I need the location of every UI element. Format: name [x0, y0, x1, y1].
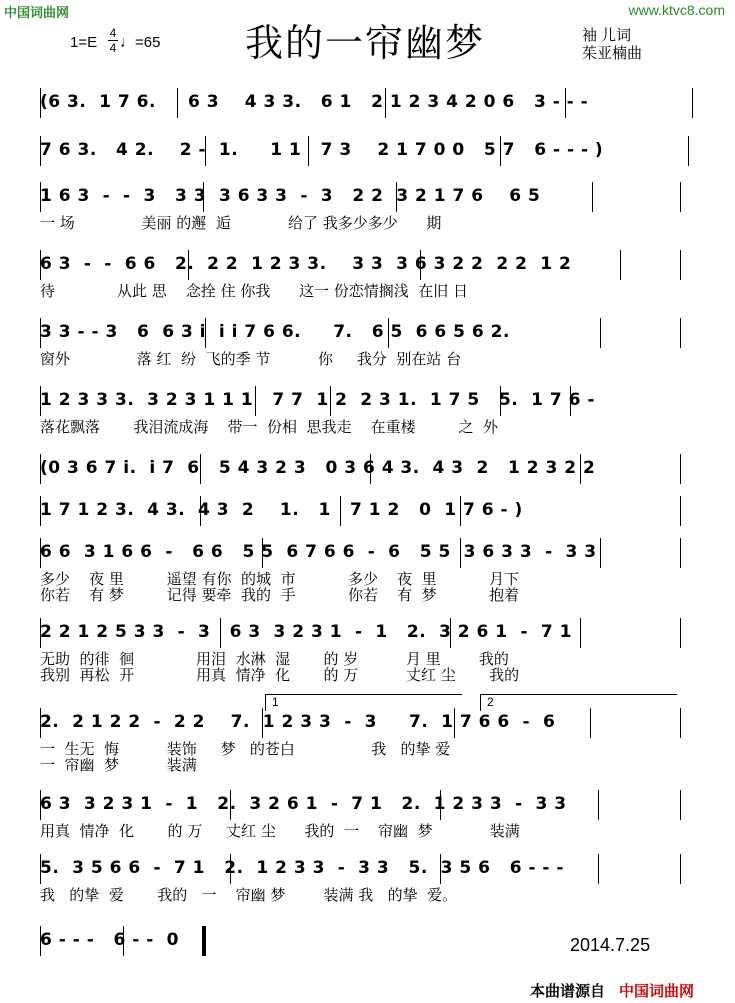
- barline: [680, 854, 681, 884]
- lyric-line: 一 生无 悔 装饰 梦 的苍白 我 的挚 爱: [40, 740, 451, 758]
- barline: [680, 790, 681, 820]
- barline: [420, 250, 421, 280]
- notation-line: 6 3 - - 6 6 2. 2 2 1 2 3 3. 3 3 3 6 3 2 2 2 2 1 2: [40, 254, 572, 274]
- barline: [40, 386, 41, 416]
- barline: [40, 182, 41, 212]
- barline: [680, 182, 681, 212]
- barline: [40, 790, 41, 820]
- notation-line: 1 7 1 2 3. 4 3. 4 3 2 1. 1 7 1 2 0 1 7 6 - ): [40, 500, 523, 520]
- barline: [680, 496, 681, 526]
- notation-line: 6 3 3 2 3 1 - 1 2. 3 2 6 1 - 7 1 2. 1 2 3 3 - 3 3: [40, 794, 567, 814]
- barline: [230, 790, 231, 820]
- watermark-right: www.ktvc8.com: [628, 2, 725, 18]
- barline: [40, 618, 41, 648]
- notation-line: 6 6 3 1 6 6 - 6 6 5 5 6 7 6 6 - 6 5 5 3 6 3 3 - 3 3: [40, 542, 597, 562]
- notation-line: 7 6 3. 4 2. 2 - 1. 1 1 7 3 2 1 7 0 0 5 7 6 - - - ): [40, 140, 604, 160]
- time-sig-top: 4: [109, 26, 117, 40]
- barline: [440, 790, 441, 820]
- barline: [680, 250, 681, 280]
- barline: [40, 538, 41, 568]
- barline: [340, 496, 341, 526]
- barline: [330, 386, 331, 416]
- barline: [255, 386, 256, 416]
- lyric-line: 窗外 落 红 纷 飞的季 节 你 我分 别在站 台: [40, 350, 462, 368]
- notation-line: (6 3. 1 7 6. 6 3 4 3 3. 6 1 2 1 2 3 4 2 0 6 3 - - -: [40, 92, 589, 112]
- lyric-line: 落花飘落 我泪流成海 带一 份相 思我走 在重楼 之 外: [40, 418, 499, 436]
- barline: [680, 318, 681, 348]
- lyric-line: 我别 再松 开 用真 情净 化 的 万 丈红 尘 我的: [40, 666, 520, 684]
- lyric-line: 一 场 美丽 的邂 逅 给了 我多少多少 期: [40, 214, 442, 232]
- barline: [40, 250, 41, 280]
- barline: [370, 454, 371, 484]
- barline: [620, 250, 621, 280]
- barline: [200, 454, 201, 484]
- barline: [40, 454, 41, 484]
- second-ending-bracket: 2: [480, 694, 677, 711]
- lyric-line: 一 帘幽 梦 装满: [40, 756, 197, 774]
- barline: [680, 708, 681, 738]
- barline: [40, 854, 41, 884]
- notation-line: 3 3 - - 3 6 6 3 i i i 7 6 6. 7. 6 5 6 6 5 6 2.: [40, 322, 510, 342]
- time-sig-bottom: 4: [109, 41, 117, 55]
- barline: [598, 790, 599, 820]
- barline: [580, 454, 581, 484]
- barline: [450, 618, 451, 648]
- barline: [680, 454, 681, 484]
- watermark-left: 中国词曲网: [4, 5, 70, 20]
- footer-site-name: 中国词曲网: [619, 983, 695, 1000]
- barline: [123, 926, 124, 956]
- final-barline: [202, 926, 206, 956]
- notation-line: (0 3 6 7 i. i 7 6 5 4 3 2 3 0 3 6 4 3. 4 3 2 1 2 3 2 2: [40, 458, 596, 478]
- barline: [200, 496, 201, 526]
- barline: [205, 318, 206, 348]
- barline: [396, 182, 397, 212]
- notation-line: 5. 3 5 6 6 - 7 1 2. 1 2 3 3 - 3 3 5. 3 5 6 6 - - -: [40, 858, 564, 878]
- barline: [600, 538, 601, 568]
- barline: [40, 496, 41, 526]
- notation-line: 1 2 3 3 3. 3 2 3 1 1 1 7 7 1 2 2 3 1. 1 7 5 5. 1 7 6 -: [40, 390, 595, 410]
- barline: [440, 854, 441, 884]
- barline: [692, 88, 693, 118]
- barline: [205, 136, 206, 166]
- barline: [500, 136, 501, 166]
- barline: [40, 136, 41, 166]
- barline: [262, 708, 263, 738]
- key-signature: 1=E: [70, 34, 98, 51]
- barline: [230, 854, 231, 884]
- barline: [40, 318, 41, 348]
- lyric-line: 待 从此 思 念拴 住 你我 这一 份恋情搁浅 在旧 日: [40, 282, 469, 300]
- barline: [188, 250, 189, 280]
- barline: [460, 538, 461, 568]
- tempo-marking: ♩=65: [120, 34, 161, 51]
- barline: [680, 538, 681, 568]
- barline: [40, 88, 41, 118]
- barline: [220, 618, 221, 648]
- footer: [530, 980, 694, 1001]
- barline: [454, 708, 455, 738]
- barline: [680, 618, 681, 648]
- notation-line: 2 2 1 2 5 3 3 - 3 6 3 3 2 3 1 - 1 2. 3 2 6 1 - 7 1: [40, 622, 572, 642]
- barline: [460, 496, 461, 526]
- barline: [598, 854, 599, 884]
- barline: [600, 318, 601, 348]
- lyric-line: 用真 情净 化 的 万 丈红 尘 我的 一 帘幽 梦 装满: [40, 822, 520, 840]
- barline: [592, 182, 593, 212]
- barline: [570, 386, 571, 416]
- notation-line: 6 - - - 6 - - 0: [40, 930, 179, 950]
- barline: [580, 618, 581, 648]
- barline: [177, 88, 178, 118]
- first-ending-bracket: 1: [265, 694, 462, 711]
- notation-line: 2. 2 1 2 2 - 2 2 7. 1 2 3 3 - 3 7. 1 7 6 6 - 6: [40, 712, 556, 732]
- song-title: 我的一帘幽梦: [245, 21, 486, 65]
- date-stamp: 2014.7.25: [570, 935, 651, 955]
- barline: [500, 386, 501, 416]
- barline: [385, 88, 386, 118]
- lyric-line: 多少 夜 里 遥望 有你 的城 市 多少 夜 里 月下: [40, 570, 520, 588]
- lyric-line: 无助 的徘 徊 用泪 水淋 湿 的 岁 月 里 我的: [40, 650, 509, 668]
- footer-source-text: 本曲谱源自: [530, 983, 606, 1000]
- barline: [203, 182, 204, 212]
- barline: [688, 136, 689, 166]
- barline: [565, 88, 566, 118]
- barline: [590, 708, 591, 738]
- lyricist-credit: 袖 儿词: [582, 27, 632, 44]
- barline: [40, 708, 41, 738]
- barline: [388, 318, 389, 348]
- time-signature: [108, 27, 118, 54]
- barline: [262, 538, 263, 568]
- lyric-line: 我 的挚 爱 我的 一 帘幽 梦 装满 我 的挚 爱。: [40, 886, 458, 904]
- lyric-line: 你若 有 梦 记得 要牵 我的 手 你若 有 梦 抱着: [40, 586, 520, 604]
- notation-line: 1 6 3 - - 3 3 3 3 6 3 3 - 3 2 2 3 2 1 7 6 6 5: [40, 186, 541, 206]
- composer-credit: 茱亚楠曲: [582, 45, 643, 62]
- barline: [40, 926, 41, 956]
- barline: [308, 136, 309, 166]
